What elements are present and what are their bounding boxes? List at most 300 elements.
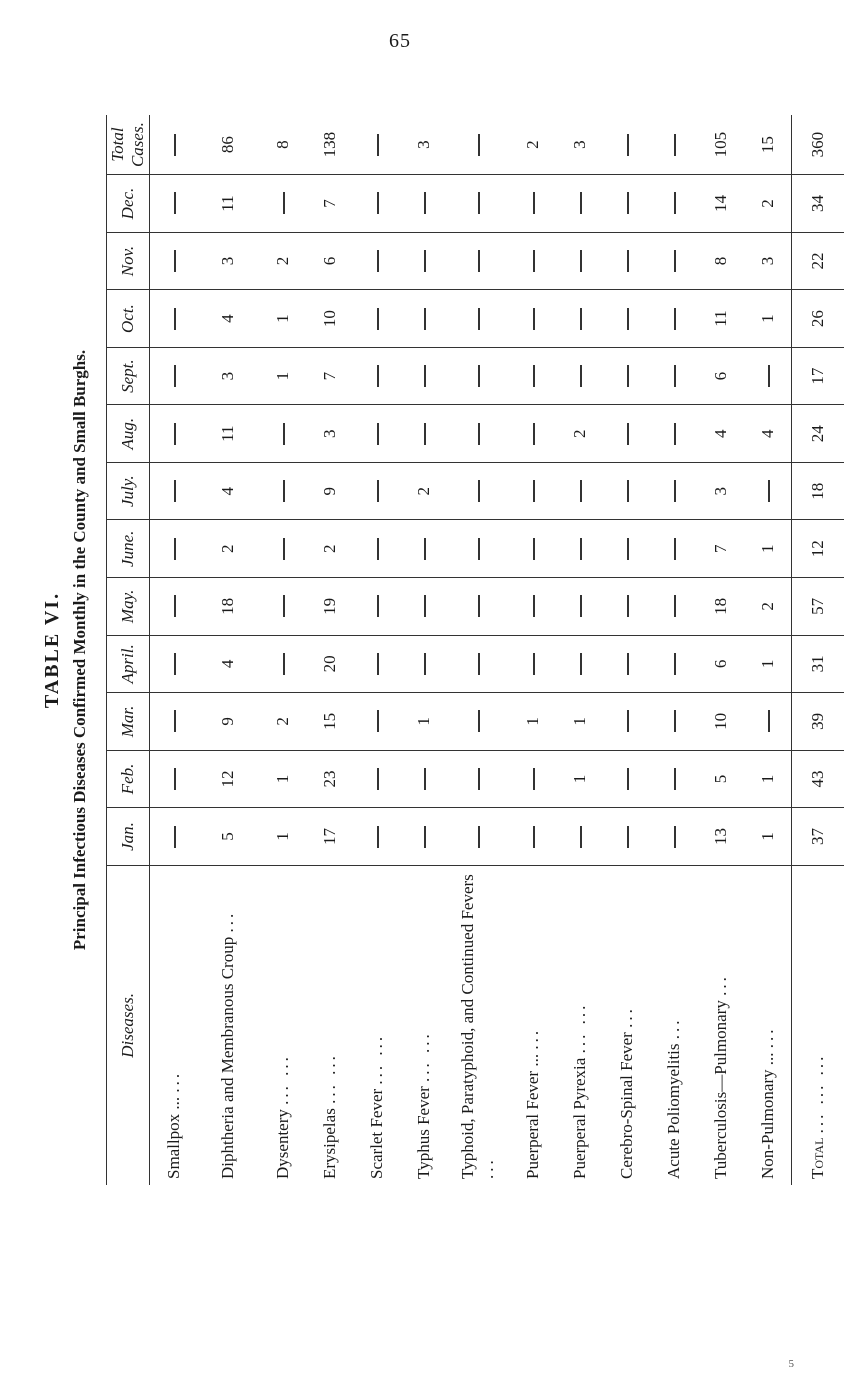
nil-dash xyxy=(580,538,582,560)
nil-cell xyxy=(150,520,198,578)
table-row xyxy=(353,115,400,1185)
leader-dots: ... xyxy=(218,910,237,933)
disease-name: Erysipelas xyxy=(319,1108,339,1179)
nil-dash xyxy=(580,653,582,675)
nil-dash xyxy=(174,423,176,445)
nil-dash xyxy=(478,768,480,790)
total-cases-cell: 105 xyxy=(697,115,744,175)
nil-dash xyxy=(627,710,629,732)
nil-dash xyxy=(674,826,676,848)
nil-dash xyxy=(533,768,535,790)
nil-dash xyxy=(174,365,176,387)
header-aug: Aug. xyxy=(107,405,150,463)
nil-cell xyxy=(650,635,697,693)
nil-cell xyxy=(353,808,400,866)
leader-dots: ... xyxy=(163,1070,183,1093)
header-sept: Sept. xyxy=(107,347,150,405)
disease-name: Tuberculosis—Pulmonary xyxy=(710,1000,730,1179)
nil-cell xyxy=(259,635,306,693)
nil-dash xyxy=(424,826,426,848)
total-cases-cell: 138 xyxy=(306,115,353,175)
table-title xyxy=(40,115,92,1185)
disease-name: Total xyxy=(808,1137,827,1179)
nil-dash xyxy=(283,480,285,502)
month-value-cell: 19 xyxy=(306,578,353,636)
nil-cell xyxy=(509,462,556,520)
nil-cell xyxy=(650,405,697,463)
nil-dash xyxy=(768,480,770,502)
nil-dash xyxy=(580,308,582,330)
month-value-cell: 7 xyxy=(697,520,744,578)
month-value-cell: 4 xyxy=(197,462,259,520)
nil-dash xyxy=(377,134,379,156)
month-value-cell: 7 xyxy=(306,347,353,405)
nil-cell xyxy=(650,520,697,578)
month-value-cell: 1 xyxy=(259,290,306,348)
nil-dash xyxy=(478,193,480,215)
table-row xyxy=(509,115,556,1185)
month-value-cell: 1 xyxy=(744,808,792,866)
leader-dots: ... ... xyxy=(569,1002,589,1054)
nil-dash xyxy=(283,595,285,617)
nil-cell xyxy=(400,175,447,233)
nil-cell xyxy=(400,635,447,693)
nil-dash xyxy=(377,595,379,617)
rotated-table-block xyxy=(40,115,827,1185)
nil-cell xyxy=(353,115,400,175)
month-value-cell: 4 xyxy=(197,635,259,693)
nil-cell xyxy=(400,578,447,636)
nil-cell xyxy=(556,578,603,636)
nil-cell xyxy=(400,750,447,808)
nil-cell xyxy=(447,175,509,233)
nil-cell xyxy=(259,578,306,636)
nil-cell xyxy=(509,635,556,693)
nil-cell xyxy=(650,462,697,520)
nil-dash xyxy=(580,250,582,272)
nil-dash xyxy=(424,193,426,215)
nil-cell xyxy=(603,115,650,175)
table-row xyxy=(306,115,353,1185)
disease-name: Typhoid, Paratyphoid, and Continued Fevers xyxy=(458,874,477,1179)
nil-dash xyxy=(283,538,285,560)
table-body xyxy=(150,115,844,1185)
nil-dash xyxy=(674,193,676,215)
nil-dash xyxy=(533,193,535,215)
nil-cell xyxy=(150,578,198,636)
header-row xyxy=(107,115,150,1185)
nil-cell xyxy=(603,693,650,751)
nil-cell xyxy=(650,578,697,636)
nil-cell xyxy=(150,635,198,693)
nil-dash xyxy=(377,423,379,445)
header-diseases: Diseases. xyxy=(107,865,150,1185)
nil-dash xyxy=(478,365,480,387)
month-value-cell: 9 xyxy=(306,462,353,520)
disease-name: Diphtheria and Membranous Croup xyxy=(218,936,237,1179)
nil-dash xyxy=(478,480,480,502)
nil-dash xyxy=(674,134,676,156)
nil-dash xyxy=(424,653,426,675)
nil-dash xyxy=(174,710,176,732)
nil-dash xyxy=(478,423,480,445)
nil-cell xyxy=(509,808,556,866)
header-june: June. xyxy=(107,520,150,578)
disease-cell xyxy=(792,865,844,1185)
disease-name: Acute Poliomyelitis xyxy=(663,1043,683,1179)
nil-dash xyxy=(424,250,426,272)
header-july: July. xyxy=(107,462,150,520)
nil-cell xyxy=(400,290,447,348)
nil-cell xyxy=(353,520,400,578)
month-value-cell: 5 xyxy=(197,808,259,866)
month-value-cell: 1 xyxy=(744,750,792,808)
nil-cell xyxy=(353,405,400,463)
nil-dash xyxy=(627,768,629,790)
nil-cell xyxy=(353,635,400,693)
nil-dash xyxy=(174,768,176,790)
month-value-cell: 8 xyxy=(697,232,744,290)
nil-cell xyxy=(556,462,603,520)
nil-cell xyxy=(603,405,650,463)
table-row xyxy=(400,115,447,1185)
month-value-cell: 9 xyxy=(197,693,259,751)
nil-dash xyxy=(377,653,379,675)
month-value-cell: 1 xyxy=(400,693,447,751)
nil-dash xyxy=(627,595,629,617)
nil-dash xyxy=(174,595,176,617)
month-value-cell: 1 xyxy=(259,347,306,405)
total-cases-cell: 15 xyxy=(744,115,792,175)
nil-cell xyxy=(447,808,509,866)
nil-cell xyxy=(447,520,509,578)
nil-dash xyxy=(478,653,480,675)
nil-cell xyxy=(603,232,650,290)
nil-dash xyxy=(580,193,582,215)
nil-cell xyxy=(447,635,509,693)
month-value-cell: 12 xyxy=(792,520,844,578)
nil-cell xyxy=(259,462,306,520)
nil-dash xyxy=(533,250,535,272)
month-value-cell: 2 xyxy=(744,578,792,636)
nil-dash xyxy=(674,365,676,387)
month-value-cell: 2 xyxy=(259,693,306,751)
nil-cell xyxy=(447,347,509,405)
month-value-cell: 4 xyxy=(744,405,792,463)
nil-dash xyxy=(580,826,582,848)
disease-name: Puerperal Pyrexia xyxy=(569,1057,589,1179)
nil-cell xyxy=(603,347,650,405)
disease-name: Typhus Fever xyxy=(413,1086,433,1179)
nil-cell xyxy=(744,462,792,520)
nil-dash xyxy=(174,250,176,272)
month-value-cell: 6 xyxy=(697,635,744,693)
month-value-cell: 2 xyxy=(400,462,447,520)
nil-dash xyxy=(580,595,582,617)
table-row xyxy=(744,115,792,1185)
nil-dash xyxy=(674,768,676,790)
nil-dash xyxy=(627,308,629,330)
nil-dash xyxy=(174,538,176,560)
nil-cell xyxy=(556,175,603,233)
header-april: April. xyxy=(107,635,150,693)
nil-dash xyxy=(424,538,426,560)
total-cases-cell: 3 xyxy=(556,115,603,175)
month-value-cell: 31 xyxy=(792,635,844,693)
nil-cell xyxy=(150,232,198,290)
month-value-cell: 10 xyxy=(306,290,353,348)
nil-dash xyxy=(424,365,426,387)
nil-cell xyxy=(400,347,447,405)
nil-cell xyxy=(509,347,556,405)
nil-cell xyxy=(150,405,198,463)
table-label: TABLE VI. xyxy=(41,591,63,709)
month-value-cell: 11 xyxy=(197,405,259,463)
header-oct: Oct. xyxy=(107,290,150,348)
nil-dash xyxy=(533,826,535,848)
disease-cell xyxy=(353,865,400,1185)
nil-dash xyxy=(424,423,426,445)
nil-cell xyxy=(603,175,650,233)
month-value-cell: 1 xyxy=(259,750,306,808)
nil-cell xyxy=(556,347,603,405)
nil-dash xyxy=(533,365,535,387)
nil-dash xyxy=(174,193,176,215)
nil-dash xyxy=(174,308,176,330)
disease-name: Smallpox ... xyxy=(163,1096,183,1179)
header-may: May. xyxy=(107,578,150,636)
nil-dash xyxy=(674,250,676,272)
nil-cell xyxy=(400,232,447,290)
nil-cell xyxy=(150,115,198,175)
disease-cell xyxy=(259,865,306,1185)
nil-dash xyxy=(377,480,379,502)
nil-dash xyxy=(533,538,535,560)
nil-dash xyxy=(768,710,770,732)
nil-dash xyxy=(674,653,676,675)
nil-cell xyxy=(150,290,198,348)
nil-cell xyxy=(556,520,603,578)
month-value-cell: 1 xyxy=(744,520,792,578)
nil-dash xyxy=(377,768,379,790)
table-row xyxy=(556,115,603,1185)
nil-cell xyxy=(509,750,556,808)
nil-dash xyxy=(478,538,480,560)
month-value-cell: 2 xyxy=(197,520,259,578)
nil-cell xyxy=(400,520,447,578)
nil-dash xyxy=(533,653,535,675)
disease-cell xyxy=(603,865,650,1185)
corner-mark: 5 xyxy=(788,1358,794,1370)
nil-dash xyxy=(768,365,770,387)
nil-cell xyxy=(603,635,650,693)
nil-cell xyxy=(353,232,400,290)
month-value-cell: 3 xyxy=(306,405,353,463)
month-value-cell: 2 xyxy=(259,232,306,290)
disease-cell xyxy=(697,865,744,1185)
nil-cell xyxy=(150,462,198,520)
month-value-cell: 6 xyxy=(306,232,353,290)
month-value-cell: 4 xyxy=(197,290,259,348)
nil-dash xyxy=(674,308,676,330)
disease-cell xyxy=(447,865,509,1185)
nil-cell xyxy=(509,405,556,463)
month-value-cell: 20 xyxy=(306,635,353,693)
nil-cell xyxy=(650,115,697,175)
month-value-cell: 17 xyxy=(306,808,353,866)
nil-cell xyxy=(556,290,603,348)
nil-cell xyxy=(509,578,556,636)
nil-cell xyxy=(650,347,697,405)
nil-dash xyxy=(424,308,426,330)
nil-dash xyxy=(174,826,176,848)
month-value-cell: 1 xyxy=(556,693,603,751)
disease-cell xyxy=(197,865,259,1185)
nil-dash xyxy=(580,480,582,502)
nil-cell xyxy=(556,635,603,693)
nil-cell xyxy=(603,808,650,866)
month-value-cell: 17 xyxy=(792,347,844,405)
nil-cell xyxy=(353,578,400,636)
nil-cell xyxy=(400,405,447,463)
table-row xyxy=(650,115,697,1185)
month-value-cell: 18 xyxy=(197,578,259,636)
nil-cell xyxy=(509,520,556,578)
nil-cell xyxy=(353,750,400,808)
nil-dash xyxy=(627,193,629,215)
nil-dash xyxy=(174,653,176,675)
nil-dash xyxy=(580,365,582,387)
nil-cell xyxy=(556,232,603,290)
nil-dash xyxy=(283,193,285,215)
month-value-cell: 2 xyxy=(744,175,792,233)
table-row xyxy=(150,115,198,1185)
month-value-cell: 7 xyxy=(306,175,353,233)
nil-dash xyxy=(424,595,426,617)
nil-cell xyxy=(447,232,509,290)
nil-cell xyxy=(353,347,400,405)
disease-cell xyxy=(150,865,198,1185)
nil-cell xyxy=(447,750,509,808)
nil-dash xyxy=(478,250,480,272)
month-value-cell: 18 xyxy=(697,578,744,636)
month-value-cell: 12 xyxy=(197,750,259,808)
nil-dash xyxy=(478,710,480,732)
month-value-cell: 15 xyxy=(306,693,353,751)
nil-cell xyxy=(447,290,509,348)
month-value-cell: 14 xyxy=(697,175,744,233)
total-row xyxy=(792,115,844,1185)
nil-cell xyxy=(650,232,697,290)
leader-dots: ... ... xyxy=(319,1053,339,1104)
nil-dash xyxy=(533,423,535,445)
nil-dash xyxy=(174,480,176,502)
nil-dash xyxy=(424,768,426,790)
nil-dash xyxy=(674,480,676,502)
table-row xyxy=(447,115,509,1185)
nil-dash xyxy=(283,653,285,675)
nil-cell xyxy=(353,175,400,233)
leader-dots: ... xyxy=(710,974,730,996)
table-caption: Principal Infectious Diseases Confirmed Monthly in the County and Small Burghs. xyxy=(70,349,89,951)
nil-dash xyxy=(533,480,535,502)
disease-cell xyxy=(650,865,697,1185)
header-totalcases: Total Cases. xyxy=(107,115,150,175)
infectious-diseases-table xyxy=(106,115,844,1185)
nil-dash xyxy=(377,826,379,848)
total-cases-cell: 360 xyxy=(792,115,844,175)
leader-dots: ... xyxy=(757,1026,777,1049)
nil-dash xyxy=(627,365,629,387)
month-value-cell: 57 xyxy=(792,578,844,636)
month-value-cell: 13 xyxy=(697,808,744,866)
nil-cell xyxy=(744,347,792,405)
nil-cell xyxy=(603,520,650,578)
total-cases-cell: 86 xyxy=(197,115,259,175)
nil-dash xyxy=(478,595,480,617)
leader-dots: ... ... xyxy=(413,1031,433,1082)
leader-dots: ... ... xyxy=(366,1033,386,1085)
month-value-cell: 2 xyxy=(556,405,603,463)
nil-cell xyxy=(603,578,650,636)
leader-dots: ... xyxy=(522,1027,542,1050)
month-value-cell: 3 xyxy=(197,232,259,290)
nil-dash xyxy=(377,365,379,387)
nil-cell xyxy=(650,693,697,751)
month-value-cell: 1 xyxy=(509,693,556,751)
nil-cell xyxy=(603,750,650,808)
disease-name: Dysentery xyxy=(272,1109,292,1179)
table-row xyxy=(603,115,650,1185)
nil-cell xyxy=(509,290,556,348)
nil-cell xyxy=(259,175,306,233)
nil-dash xyxy=(627,480,629,502)
nil-cell xyxy=(447,405,509,463)
month-value-cell: 26 xyxy=(792,290,844,348)
nil-dash xyxy=(478,308,480,330)
month-value-cell: 11 xyxy=(697,290,744,348)
month-value-cell: 2 xyxy=(306,520,353,578)
month-value-cell: 1 xyxy=(259,808,306,866)
nil-cell xyxy=(150,693,198,751)
page-number: 65 xyxy=(389,30,411,52)
nil-cell xyxy=(556,808,603,866)
month-value-cell: 6 xyxy=(697,347,744,405)
month-value-cell: 23 xyxy=(306,750,353,808)
nil-dash xyxy=(627,250,629,272)
table-row xyxy=(259,115,306,1185)
nil-dash xyxy=(627,826,629,848)
nil-cell xyxy=(603,290,650,348)
nil-dash xyxy=(627,653,629,675)
nil-cell xyxy=(400,808,447,866)
disease-name: Cerebro-Spinal Fever xyxy=(616,1032,636,1179)
month-value-cell: 10 xyxy=(697,693,744,751)
disease-cell xyxy=(400,865,447,1185)
header-dec: Dec. xyxy=(107,175,150,233)
nil-dash xyxy=(478,826,480,848)
leader-dots: ... xyxy=(616,1006,636,1028)
nil-dash xyxy=(674,595,676,617)
month-value-cell: 3 xyxy=(197,347,259,405)
nil-cell xyxy=(150,808,198,866)
nil-cell xyxy=(150,175,198,233)
disease-cell xyxy=(509,865,556,1185)
header-mar: Mar. xyxy=(107,693,150,751)
nil-cell xyxy=(447,115,509,175)
disease-name: Scarlet Fever xyxy=(366,1088,386,1179)
month-value-cell: 39 xyxy=(792,693,844,751)
